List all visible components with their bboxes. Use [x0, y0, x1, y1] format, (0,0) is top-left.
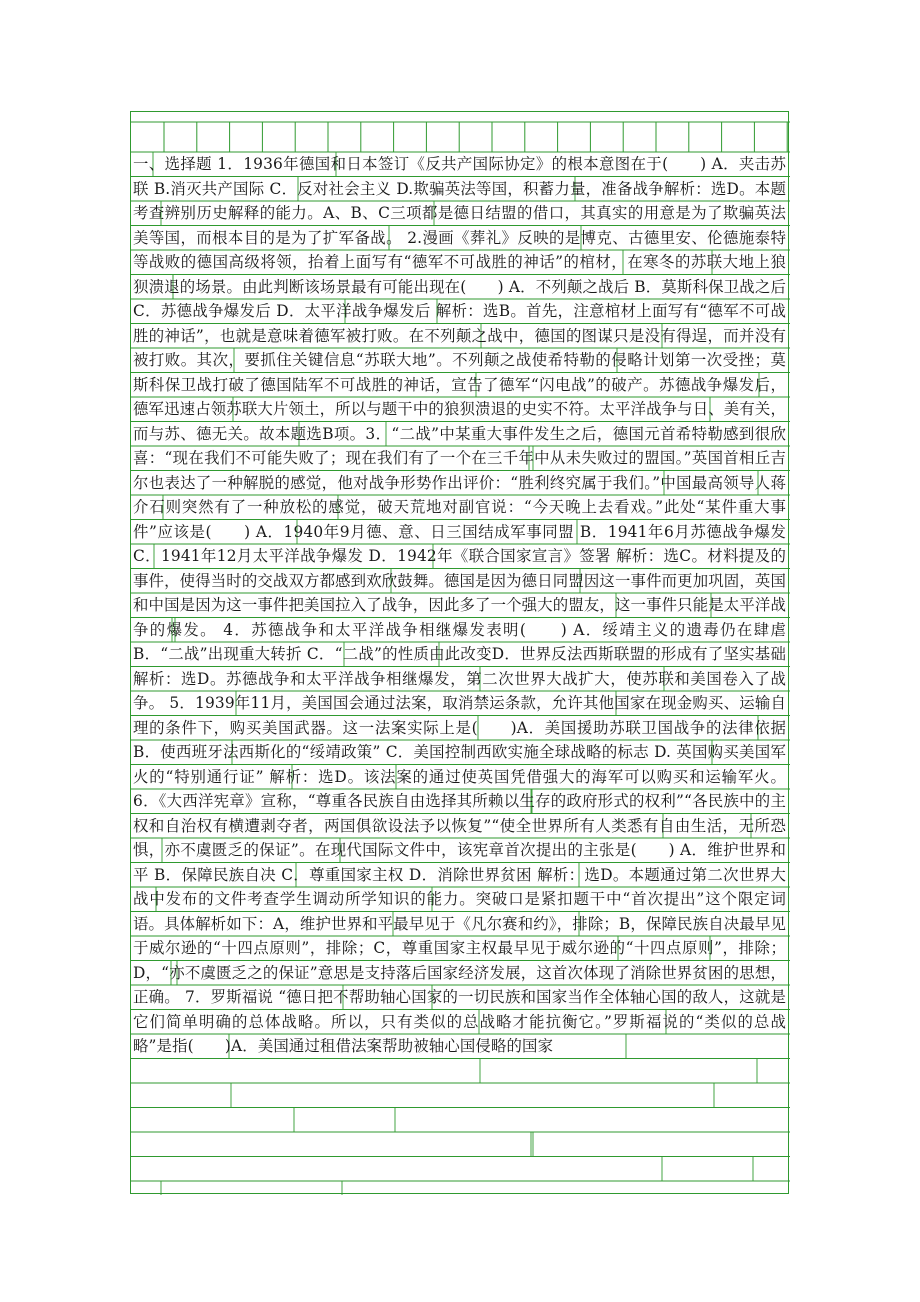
document-body-text: 一、选择题 1．1936年德国和日本签订《反共产国际协定》的根本意图在于( ) A．夹击苏联 B.消灭共产国际 C．反对社会主义 D.欺骗英法等国，积蓄力量，准备战争解析：选D。本题考查辨别历史解释的能力。A、B、C三项都是德日结盟的借口，其真实的用意是为了欺骗英法美等国，而根本目的是为了扩军备战。 2.漫画《葬礼》反映的是博克、古德里安、伦德施泰特等战败的德国高级将领，抬着上面写有“德军不可战胜的神话”的棺材，在寒冬的苏联大地上狼狈溃退的场景。由此判断该场景最有可能出现在( ) A．不列颠之战后 B．莫斯科保卫战之后 C．苏德战争爆发后 D．太平洋战争爆发后 解析：选B。首先，注意棺材上面写有“德军不可战胜的神话”，也就是意味着德军被打败。在不列颠之战中，德国的图谋只是没有得逞，而并没有被打败。其次，要抓住关键信息“苏联大地”。不列颠之战使希特勒的侵略计划第一次受挫；莫斯科保卫战打破了德国陆军不可战胜的神话，宣告了德军“闪电战”的破产。苏德战争爆发后，德军迅速占领苏联大片领土，所以与题干中的狼狈溃退的史实不符。太平洋战争与日、美有关，而与苏、德无关。故本题选B项。3．“二战”中某重大事件发生之后，德国元首希特勒感到很欣喜：“现在我们不可能失败了；现在我们有了一个在三千年中从未失败过的盟国。”英国首相丘吉尔也表达了一种解脱的感觉，他对战争形势作出评价：“胜利终究属于我们。”中国最高领导人蒋介石则突然有了一种放松的感觉，破天荒地对副官说：“今天晚上去看戏。”此处“某件重大事件”应该是( ) A．1940年9月德、意、日三国结成军事同盟 B．1941年6月苏德战争爆发 C．1941年12月太平洋战争爆发 D．1942年《联合国家宣言》签署 解析：选C。材料提及的事件，使得当时的交战双方都感到欢欣鼓舞。德国是因为德日同盟因这一事件而更加巩固，英国和中国是因为这一事件把美国拉入了战争，因此多了一个强大的盟友，这一事件只能是太平洋战争的爆发。 4．苏德战争和太平洋战争相继爆发表明( ) A．绥靖主义的遗毒仍在肆虐 B．“二战”出现重大转折 C．“二战”的性质由此改变D．世界反法西斯联盟的形成有了坚实基础 解析：选D。苏德战争和太平洋战争相继爆发，第二次世界大战扩大，使苏联和美国卷入了战争。 5．1939年11月，美国国会通过法案，取消禁运条款，允许其他国家在现金购买、运输自理的条件下，购买美国武器。这一法案实际上是( )A．美国援助苏联卫国战争的法律依据 B．使西班牙法西斯化的“绥靖政策” C．美国控制西欧实施全球战略的标志 D. 英国购买美国军火的“特别通行证” 解析：选D。该法案的通过使英国凭借强大的海军可以购买和运输军火。 6．《大西洋宪章》宣称，“尊重各民族自由选择其所赖以生存的政府形式的权利”“各民族中的主权和自治权有横遭剥夺者，两国俱欲设法予以恢复”“使全世界所有人类悉有自由生活，无所恐惧，亦不虞匮乏的保证”。在现代国际文件中，该宪章首次提出的主张是( ) A．维护世界和平 B．保障民族自决 C．尊重国家主权 D．消除世界贫困 解析：选D。本题通过第二次世界大战中发布的文件考查学生调动所学知识的能力。突破口是紧扣题干中“首次提出”这个限定词语。具体解析如下：A，维护世界和平最早见于《凡尔赛和约》，排除；B，保障民族自决最早见于威尔逊的“十四点原则”，排除；C，尊重国家主权最早见于威尔逊的“十四点原则”，排除；D，“亦不虞匮乏之的保证”意思是支持落后国家经济发展，这首次体现了消除世界贫困的思想，正确。 7．罗斯福说 “德日把不帮助轴心国家的一切民族和国家当作全体轴心国的敌人，这就是它们简单明确的总体战略。所以，只有类似的总战略才能抗衡它。”罗斯福说的“类似的总战略”是指( )A．美国通过租借法案帮助被轴心国侵略的国家 [133, 155, 786, 1055]
document-page [130, 111, 789, 1194]
